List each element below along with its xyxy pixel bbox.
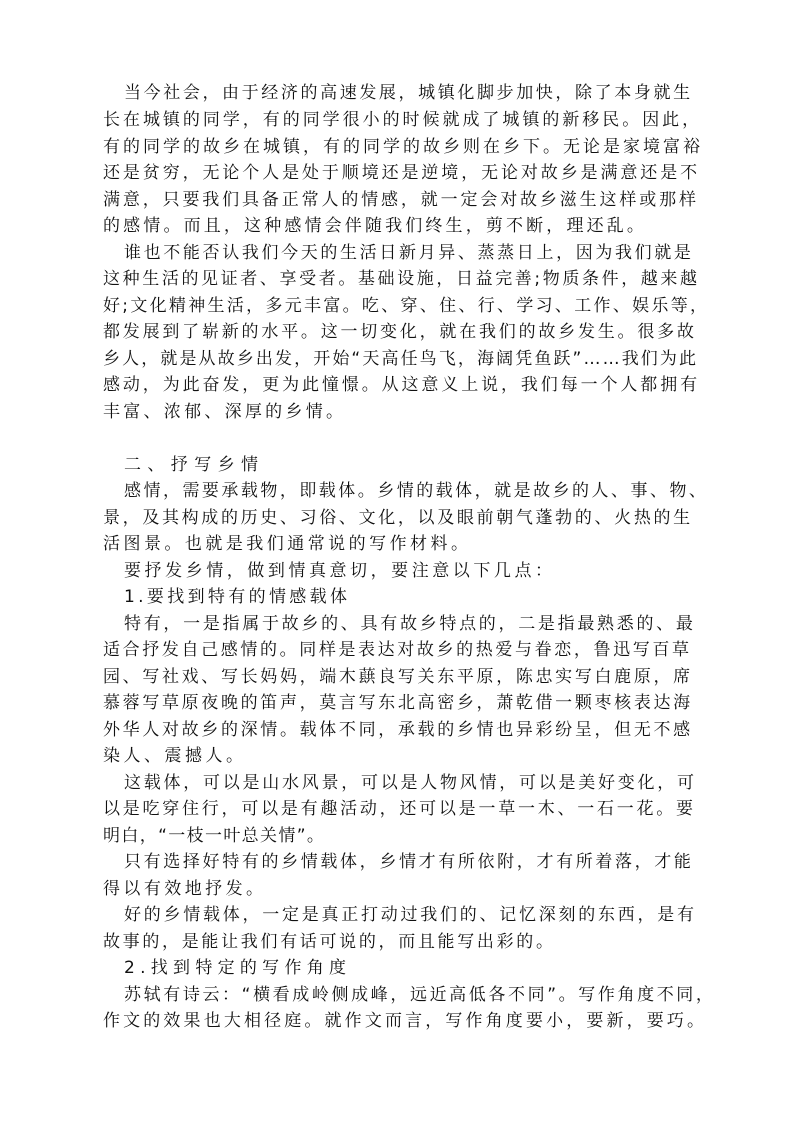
text-line-22: 园、写社戏、写长妈妈，端木蕻良写关东平原，陈忠实写白鹿原，席 [103,667,693,687]
text-line-23: 慕蓉写草原夜晚的笛声，莫言写东北高密乡，萧乾借一颗枣核表达海 [103,693,693,713]
text-line-29: 只有选择好特有的乡情载体，乡情才有所依附，才有所着落，才能 [124,852,694,872]
text-line-12: 感动，为此奋发，更为此憧憬。从这意义上说，我们每一个人都拥有 [103,375,700,395]
text-line-5: 满意，只要我们具备正常人的情感，就一定会对故乡滋生这样或那样 [103,190,699,210]
text-line-2: 长在城镇的同学，有的同学很小的时候就成了城镇的新移民。因此， [103,110,703,130]
text-line-27: 以是吃穿住行，可以是有趣活动，还可以是一草一木、一石一花。要 [103,799,696,819]
section-heading-2: 二、抒写乡情 [124,455,265,475]
text-line-26: 这载体，可以是山水风景，可以是人物风情，可以是美好变化，可 [124,773,697,793]
text-line-15: 感情，需要承载物，即载体。乡情的载体，就是故乡的人、事、物、 [124,481,709,501]
text-line-11: 乡人，就是从故乡出发，开始“天高任鸟飞，海阔凭鱼跃”……我们为此 [103,349,699,369]
text-line-32: 故事的，是能让我们有话可说的，而且能写出彩的。 [103,932,556,952]
text-line-30: 得以有效地抒发。 [103,879,267,899]
subheading-1: 1.要找到特有的情感载体 [124,587,351,607]
text-line-4: 还是贫穷，无论个人是处于顺境还是逆境，无论对故乡是满意还是不 [103,163,700,183]
text-line-6: 的感情。而且，这种感情会伴随我们终生，剪不断，理还乱。 [103,216,648,236]
text-line-28: 明白，“一枝一叶总关情”。 [103,826,326,846]
text-line-21: 适合抒发自己感情的。同样是表达对故乡的热爱与眷恋，鲁迅写百草 [103,640,692,660]
text-line-34: 苏轼有诗云：“横看成岭侧成峰，远近高低各不同”。写作角度不同， [124,985,716,1005]
text-line-7: 谁也不能否认我们今天的生活日新月异、蒸蒸日上，因为我们就是 [124,243,694,263]
text-line-20: 特有，一是指属于故乡的、具有故乡特点的，二是指最熟悉的、最 [124,614,696,634]
text-line-8: 这种生活的见证者、享受者。基础设施，日益完善;物质条件，越来越 [103,269,700,289]
subheading-2: 2.找到特定的写作角度 [124,958,352,978]
text-line-13: 丰富、浓郁、深厚的乡情。 [103,402,347,422]
text-line-24: 外华人对故乡的深情。载体不同，承载的乡情也异彩纷呈，但无不感 [103,720,693,740]
text-line-17: 活图景。也就是我们通常说的写作材料。 [103,534,472,554]
text-line-10: 都发展到了崭新的水平。这一切变化，就在我们的故乡发生。很多故 [103,322,697,342]
text-line-31: 好的乡情载体，一定是真正打动过我们的、记忆深刻的东西，是有 [124,905,697,925]
text-line-16: 景，及其构成的历史、习俗、文化，以及眼前朝气蓬勃的、火热的生 [103,508,693,528]
text-line-18: 要抒发乡情，做到情真意切，要注意以下几点： [124,561,556,581]
text-line-3: 有的同学的故乡在城镇，有的同学的故乡则在乡下。无论是家境富裕 [103,137,703,157]
text-line-1: 当今社会，由于经济的高速发展，城镇化脚步加快，除了本身就生 [124,83,693,103]
text-line-25: 染人、震撼人。 [103,746,247,766]
text-line-9: 好;文化精神生活，多元丰富。吃、穿、住、行、学习、工作、娱乐等， [103,296,710,316]
text-line-35: 作文的效果也大相径庭。就作文而言，写作角度要小，要新，要巧。 [103,1011,708,1031]
